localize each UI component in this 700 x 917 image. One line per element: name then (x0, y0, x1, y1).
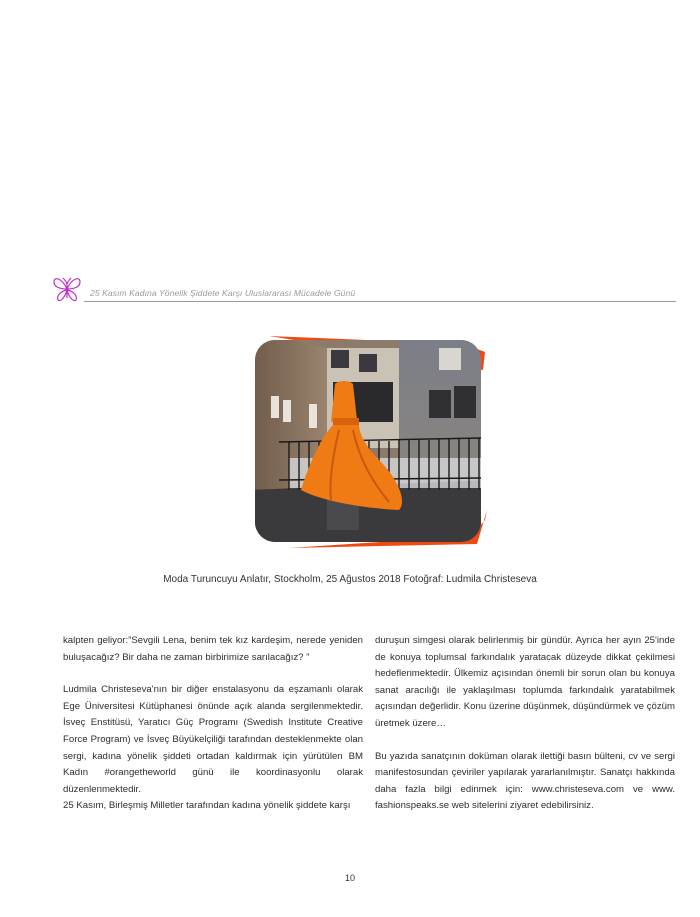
photo (249, 330, 489, 552)
text-column-left (63, 633, 363, 815)
paragraph: Ludmila Christeseva'nın bir diğer enstalasyonu da eşzamanlı olarak Ege Üniversitesi Kütüphanesi önünde açık alanda sergilenmektedir. İsveç Enstitüsü, Yaratıcı Güç Programı (Swedish Institute Creative Force Program) ve İsveç Büyükelçiliği tarafından desteklenmekte olan sergi, kadına yönelik şiddeti ortadan kaldırmak için yürütülen BM Kadın #orangetheworld günü ile koordinasyonlu olarak düzenlenmektedir. (63, 684, 363, 795)
butterfly-icon (52, 274, 82, 304)
header-title: 25 Kasım Kadına Yönelik Şiddete Karşı Uluslararası Mücadele Günü (90, 288, 356, 298)
photo-caption: Moda Turuncuyu Anlatır, Stockholm, 25 Ağustos 2018 Fotoğraf: Ludmila Christeseva (163, 574, 537, 585)
paragraph: 25 Kasım, Birleşmiş Milletler tarafından kadına yönelik şiddete karşı (63, 800, 351, 812)
paragraph: kalpten geliyor:”Sevgili Lena, benim tek kız kardeşim, nerede yeniden buluşacağız? Bir daha ne zaman birbirimize sarılacağız? ” (63, 635, 363, 663)
page-number: 10 (344, 873, 355, 883)
photo-illustration (249, 330, 489, 552)
header-rule (84, 301, 676, 302)
paragraph: duruşun simgesi olarak belirlenmiş bir gündür. Ayrıca her ayın 25'inde de konuya toplumsal farkındalık yaratacak düzeyde dikkat çekilmesi hedeflenmektedir. Ülkemiz açısından önemli bir sorun olan bu konuya sanat aracılığı ile yaklaşılması toplumda farkındalık yaratabilmek açısından değerlidir. Konu üzerine düşünmek, düşündürmek ve çözüm üretmek üzere… (375, 635, 675, 729)
paragraph: Bu yazıda sanatçının doküman olarak ilettiği basın bülteni, cv ve sergi manifestosundan çeviriler yapılarak yararlanılmıştır. Sanatçı hakkında daha fazla bilgi edinmek için: www.christeseva.com ve www. fashionspeaks.se web sitelerini ziyaret edebilirsiniz. (375, 750, 675, 812)
text-column-right (375, 633, 675, 815)
running-header (52, 274, 676, 304)
